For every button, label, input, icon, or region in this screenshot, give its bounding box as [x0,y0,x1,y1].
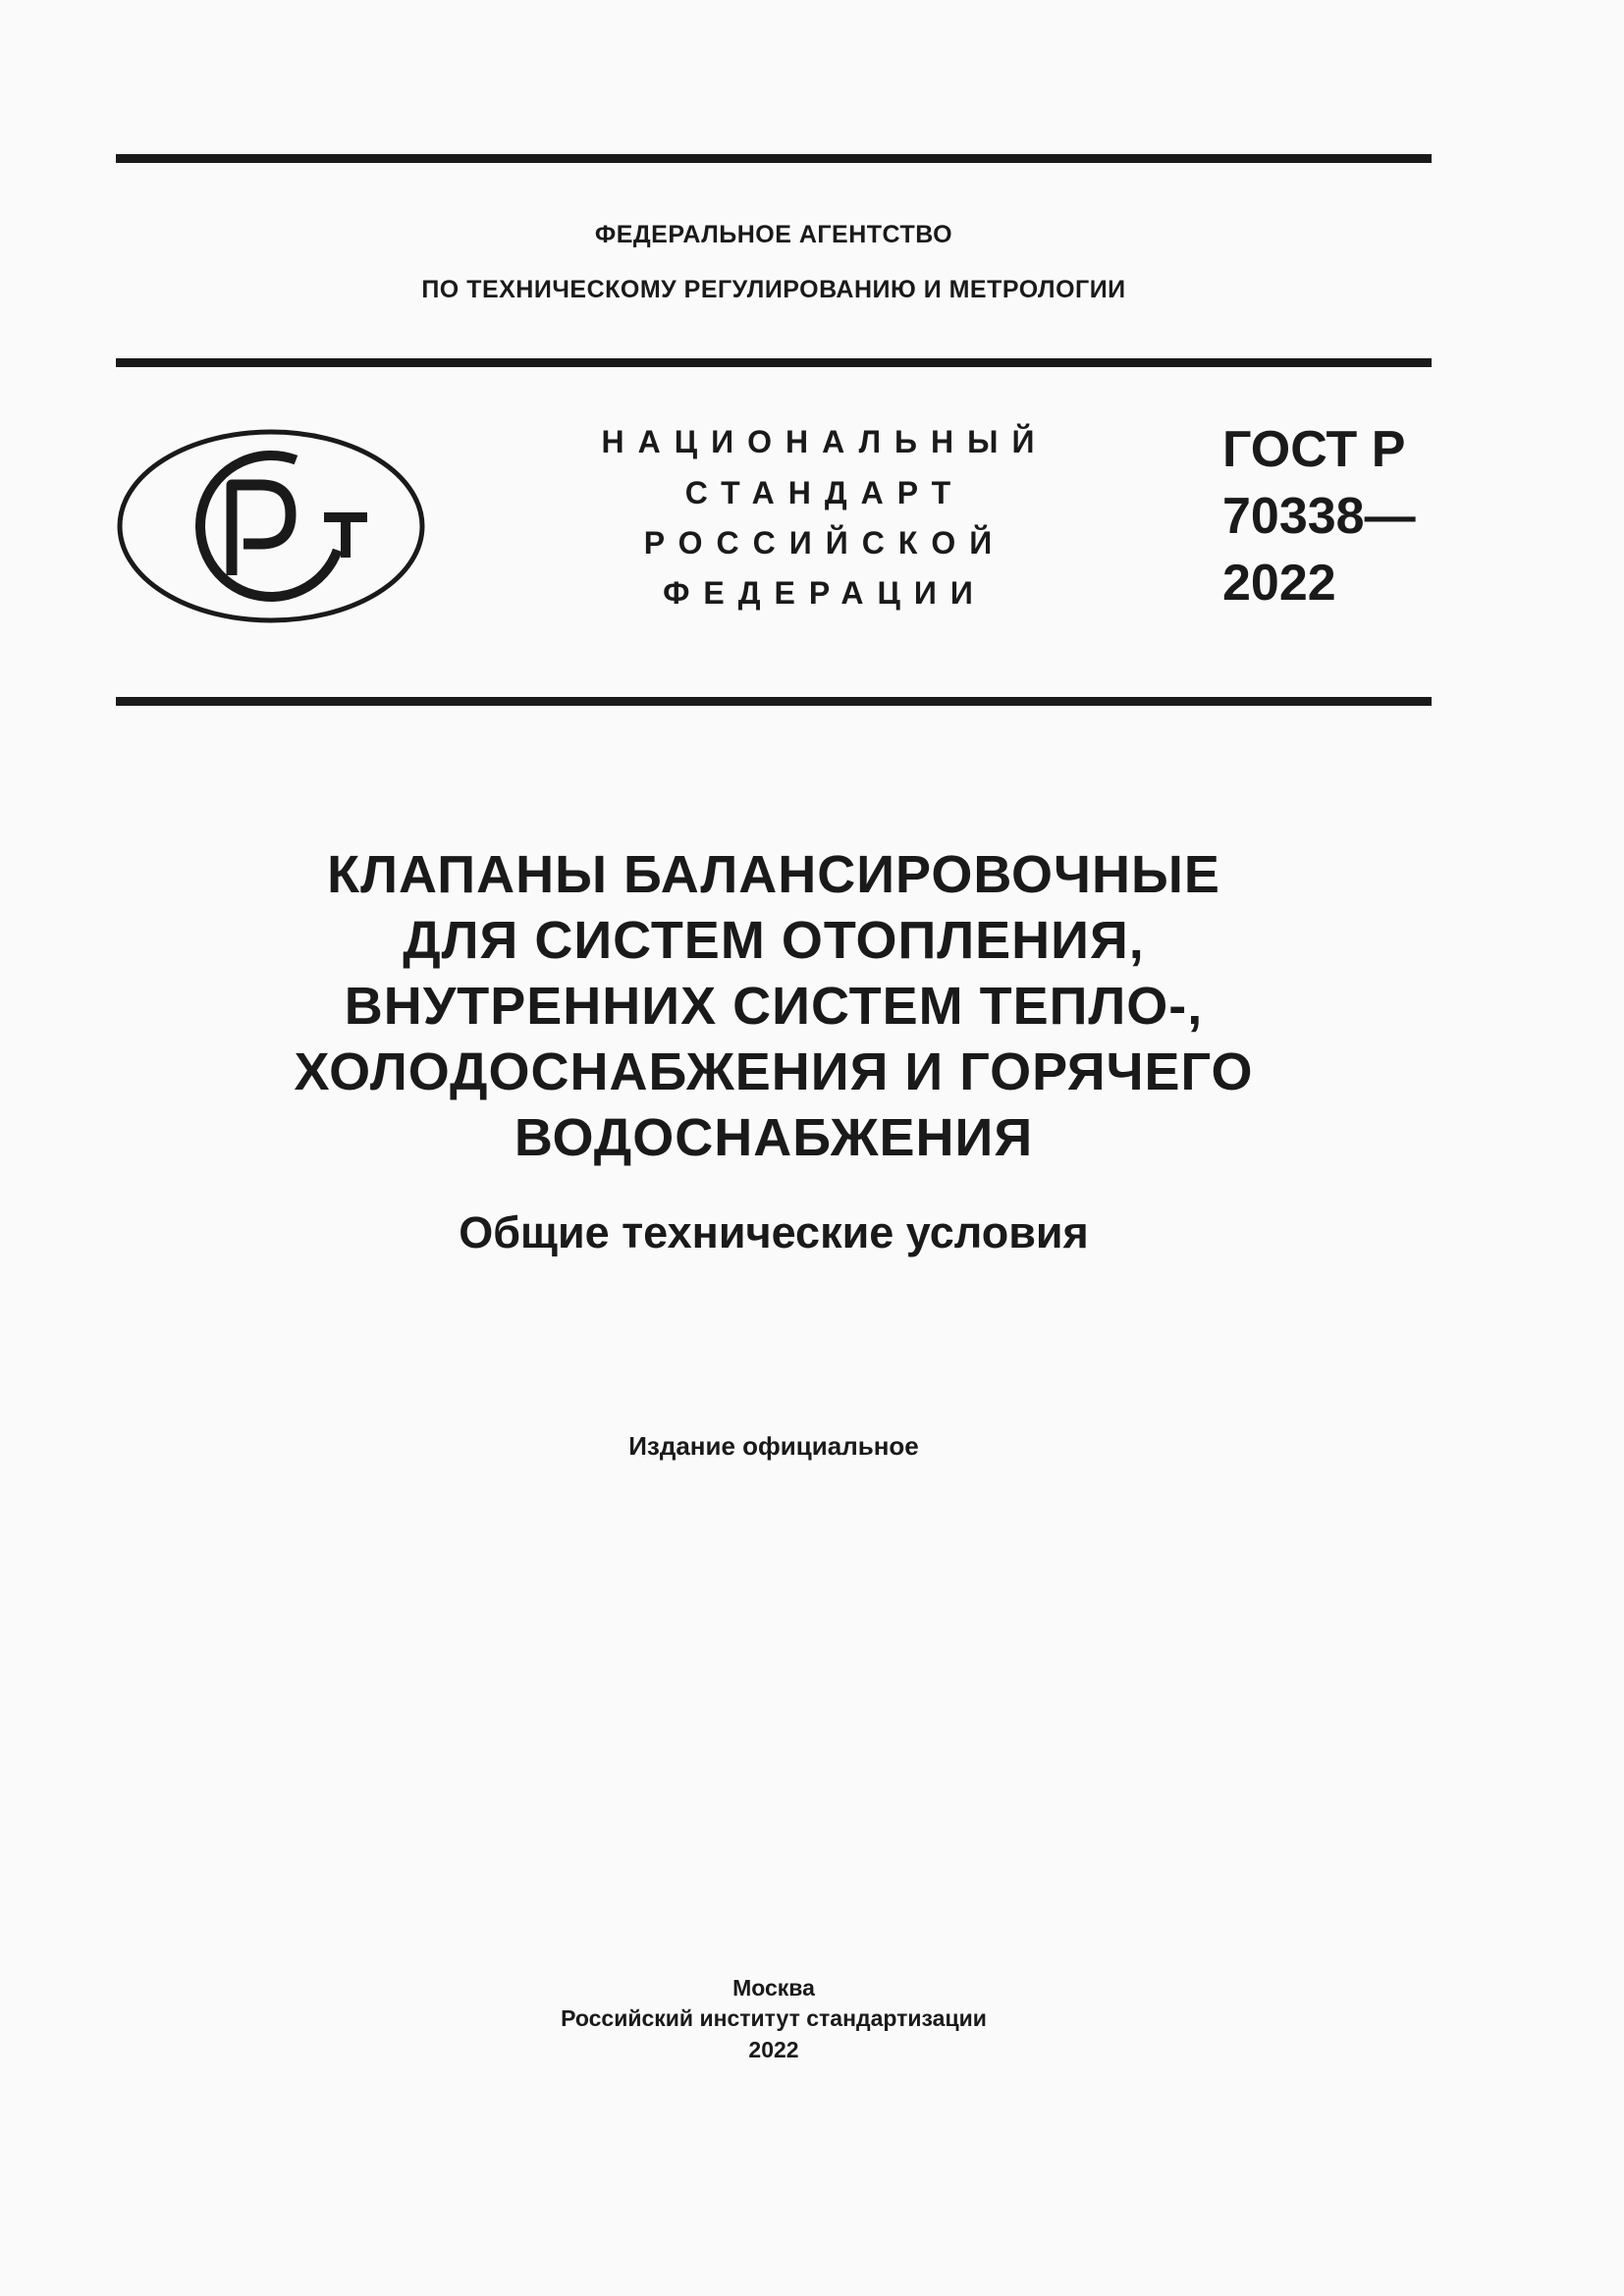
national-standard-line-4: ФЕДЕРАЦИИ [663,575,987,611]
edition-label: Издание официальное [628,1431,919,1461]
national-standard-line-3: РОССИЙСКОЙ [643,525,1006,561]
title-line-1: КЛАПАНЫ БАЛАНСИРОВОЧНЫЕ [327,845,1220,904]
header-rule [116,358,1432,367]
title-line-5: ВОДОСНАБЖЕНИЯ [514,1108,1034,1167]
agency-line-2: ПО ТЕХНИЧЕСКОМУ РЕГУЛИРОВАНИЮ И МЕТРОЛОГИИ [421,276,1126,303]
national-standard-line-2: СТАНДАРТ [684,475,965,510]
title-line-4: ХОЛОДОСНАБЖЕНИЯ И ГОРЯЧЕГО [294,1042,1254,1101]
gost-designation-line-3: 2022 [1222,555,1336,612]
top-rule [116,154,1432,163]
imprint-publisher: Российский институт стандартизации [561,2005,987,2031]
gost-designation-line-2: 70338— [1222,488,1416,545]
subtitle: Общие технические условия [459,1207,1089,1257]
emblem-rule [116,697,1432,706]
national-standard-line-1: НАЦИОНАЛЬНЫЙ [601,424,1049,459]
imprint-year: 2022 [748,2037,799,2062]
imprint-city: Москва [732,1975,815,2001]
rst-emblem-icon [116,428,426,624]
title-line-3: ВНУТРЕННИХ СИСТЕМ ТЕПЛО-, [344,977,1204,1036]
agency-line-1: ФЕДЕРАЛЬНОЕ АГЕНТСТВО [594,221,953,248]
title-line-2: ДЛЯ СИСТЕМ ОТОПЛЕНИЯ, [403,911,1145,970]
gost-designation-line-1: ГОСТ Р [1222,421,1406,478]
